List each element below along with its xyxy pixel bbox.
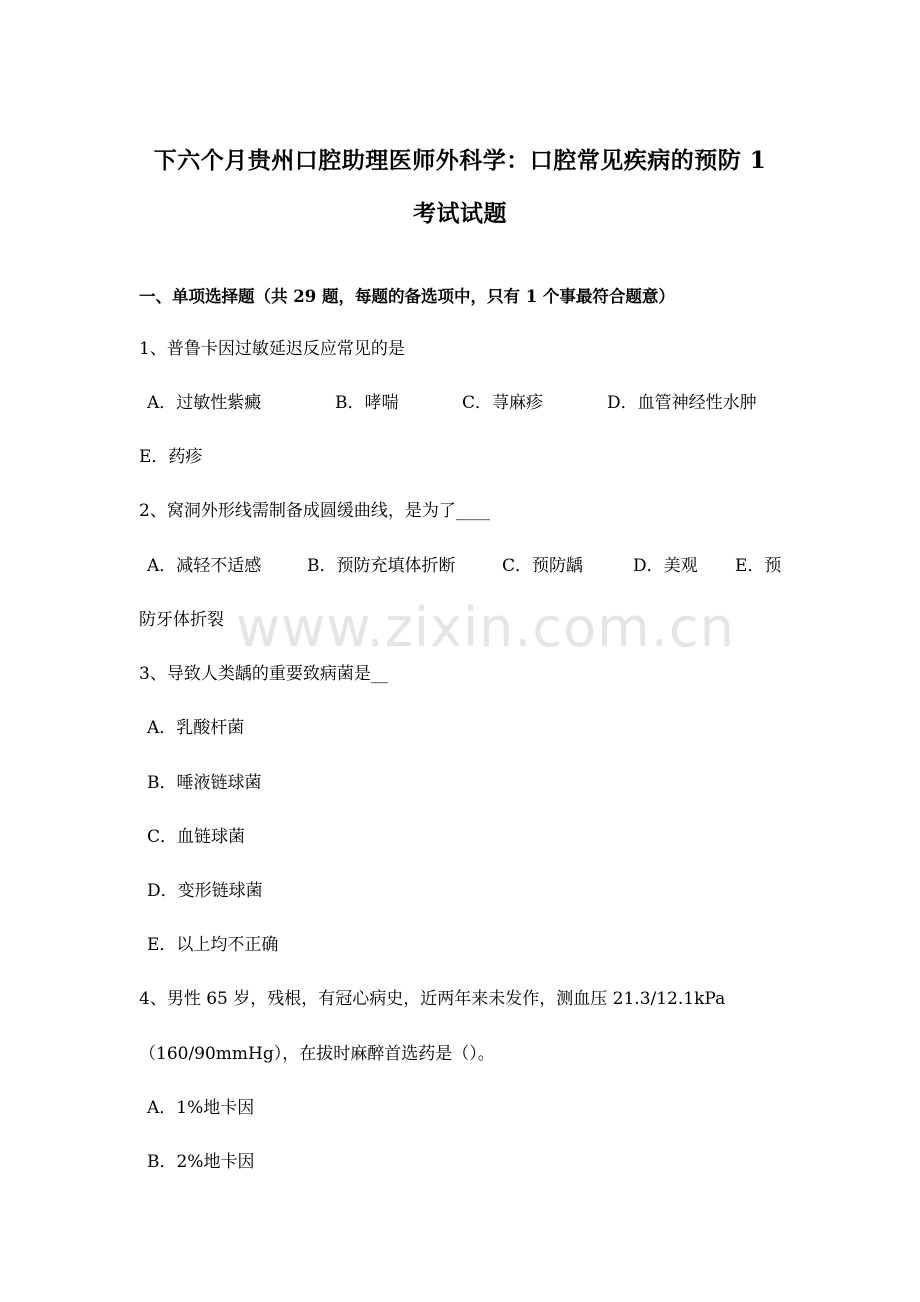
section-header: 一、单项选择题（共 29 题，每题的备选项中，只有 1 个事最符合题意） (139, 287, 675, 306)
question-1-option-d: D．血管神经性水肿 (607, 393, 757, 413)
question-3-option-e: E．以上均不正确 (147, 935, 279, 955)
question-4-option-b: B．2%地卡因 (147, 1152, 255, 1172)
question-1-option-a: A．过敏性紫癜 (147, 393, 262, 413)
question-4-stem-line1: 4、男性 65 岁，残根，有冠心病史，近两年来未发作，测血压 21.3/12.1kPa (139, 989, 726, 1009)
question-2-option-e-continuation: 防牙体折裂 (139, 610, 224, 630)
question-1-option-c: C．荨麻疹 (462, 393, 544, 413)
question-3-option-a: A．乳酸杆菌 (147, 718, 245, 738)
question-3-stem: 3、导致人类龋的重要致病菌是__ (139, 664, 388, 684)
question-4-option-a: A．1%地卡因 (147, 1098, 255, 1118)
question-1-option-e: E．药疹 (139, 447, 203, 467)
question-2-option-a: A．减轻不适感 (147, 556, 262, 576)
question-4-stem-line2: （160/90mmHg），在拔时麻醉首选药是（）。 (139, 1044, 495, 1064)
question-2-stem: 2、窝洞外形线需制备成圆缓曲线，是为了____ (139, 501, 490, 521)
document-title-line1: 下六个月贵州口腔助理医师外科学：口腔常见疾病的预防 1 (153, 147, 767, 174)
question-2-option-e: E．预 (735, 556, 782, 576)
question-3-option-c: C．血链球菌 (147, 827, 246, 847)
question-3-option-d: D．变形链球菌 (147, 881, 263, 901)
question-1-option-b: B．哮喘 (335, 393, 399, 413)
question-2-option-b: B．预防充填体折断 (307, 556, 456, 576)
question-3-option-b: B．唾液链球菌 (147, 773, 262, 793)
question-1-stem: 1、普鲁卡因过敏延迟反应常见的是 (139, 339, 405, 359)
question-2-option-d: D．美观 (633, 556, 698, 576)
question-2-option-c: C．预防龋 (502, 556, 584, 576)
watermark: www.zixin.com.cn (236, 596, 735, 659)
document-title-line2: 考试试题 (413, 200, 507, 227)
